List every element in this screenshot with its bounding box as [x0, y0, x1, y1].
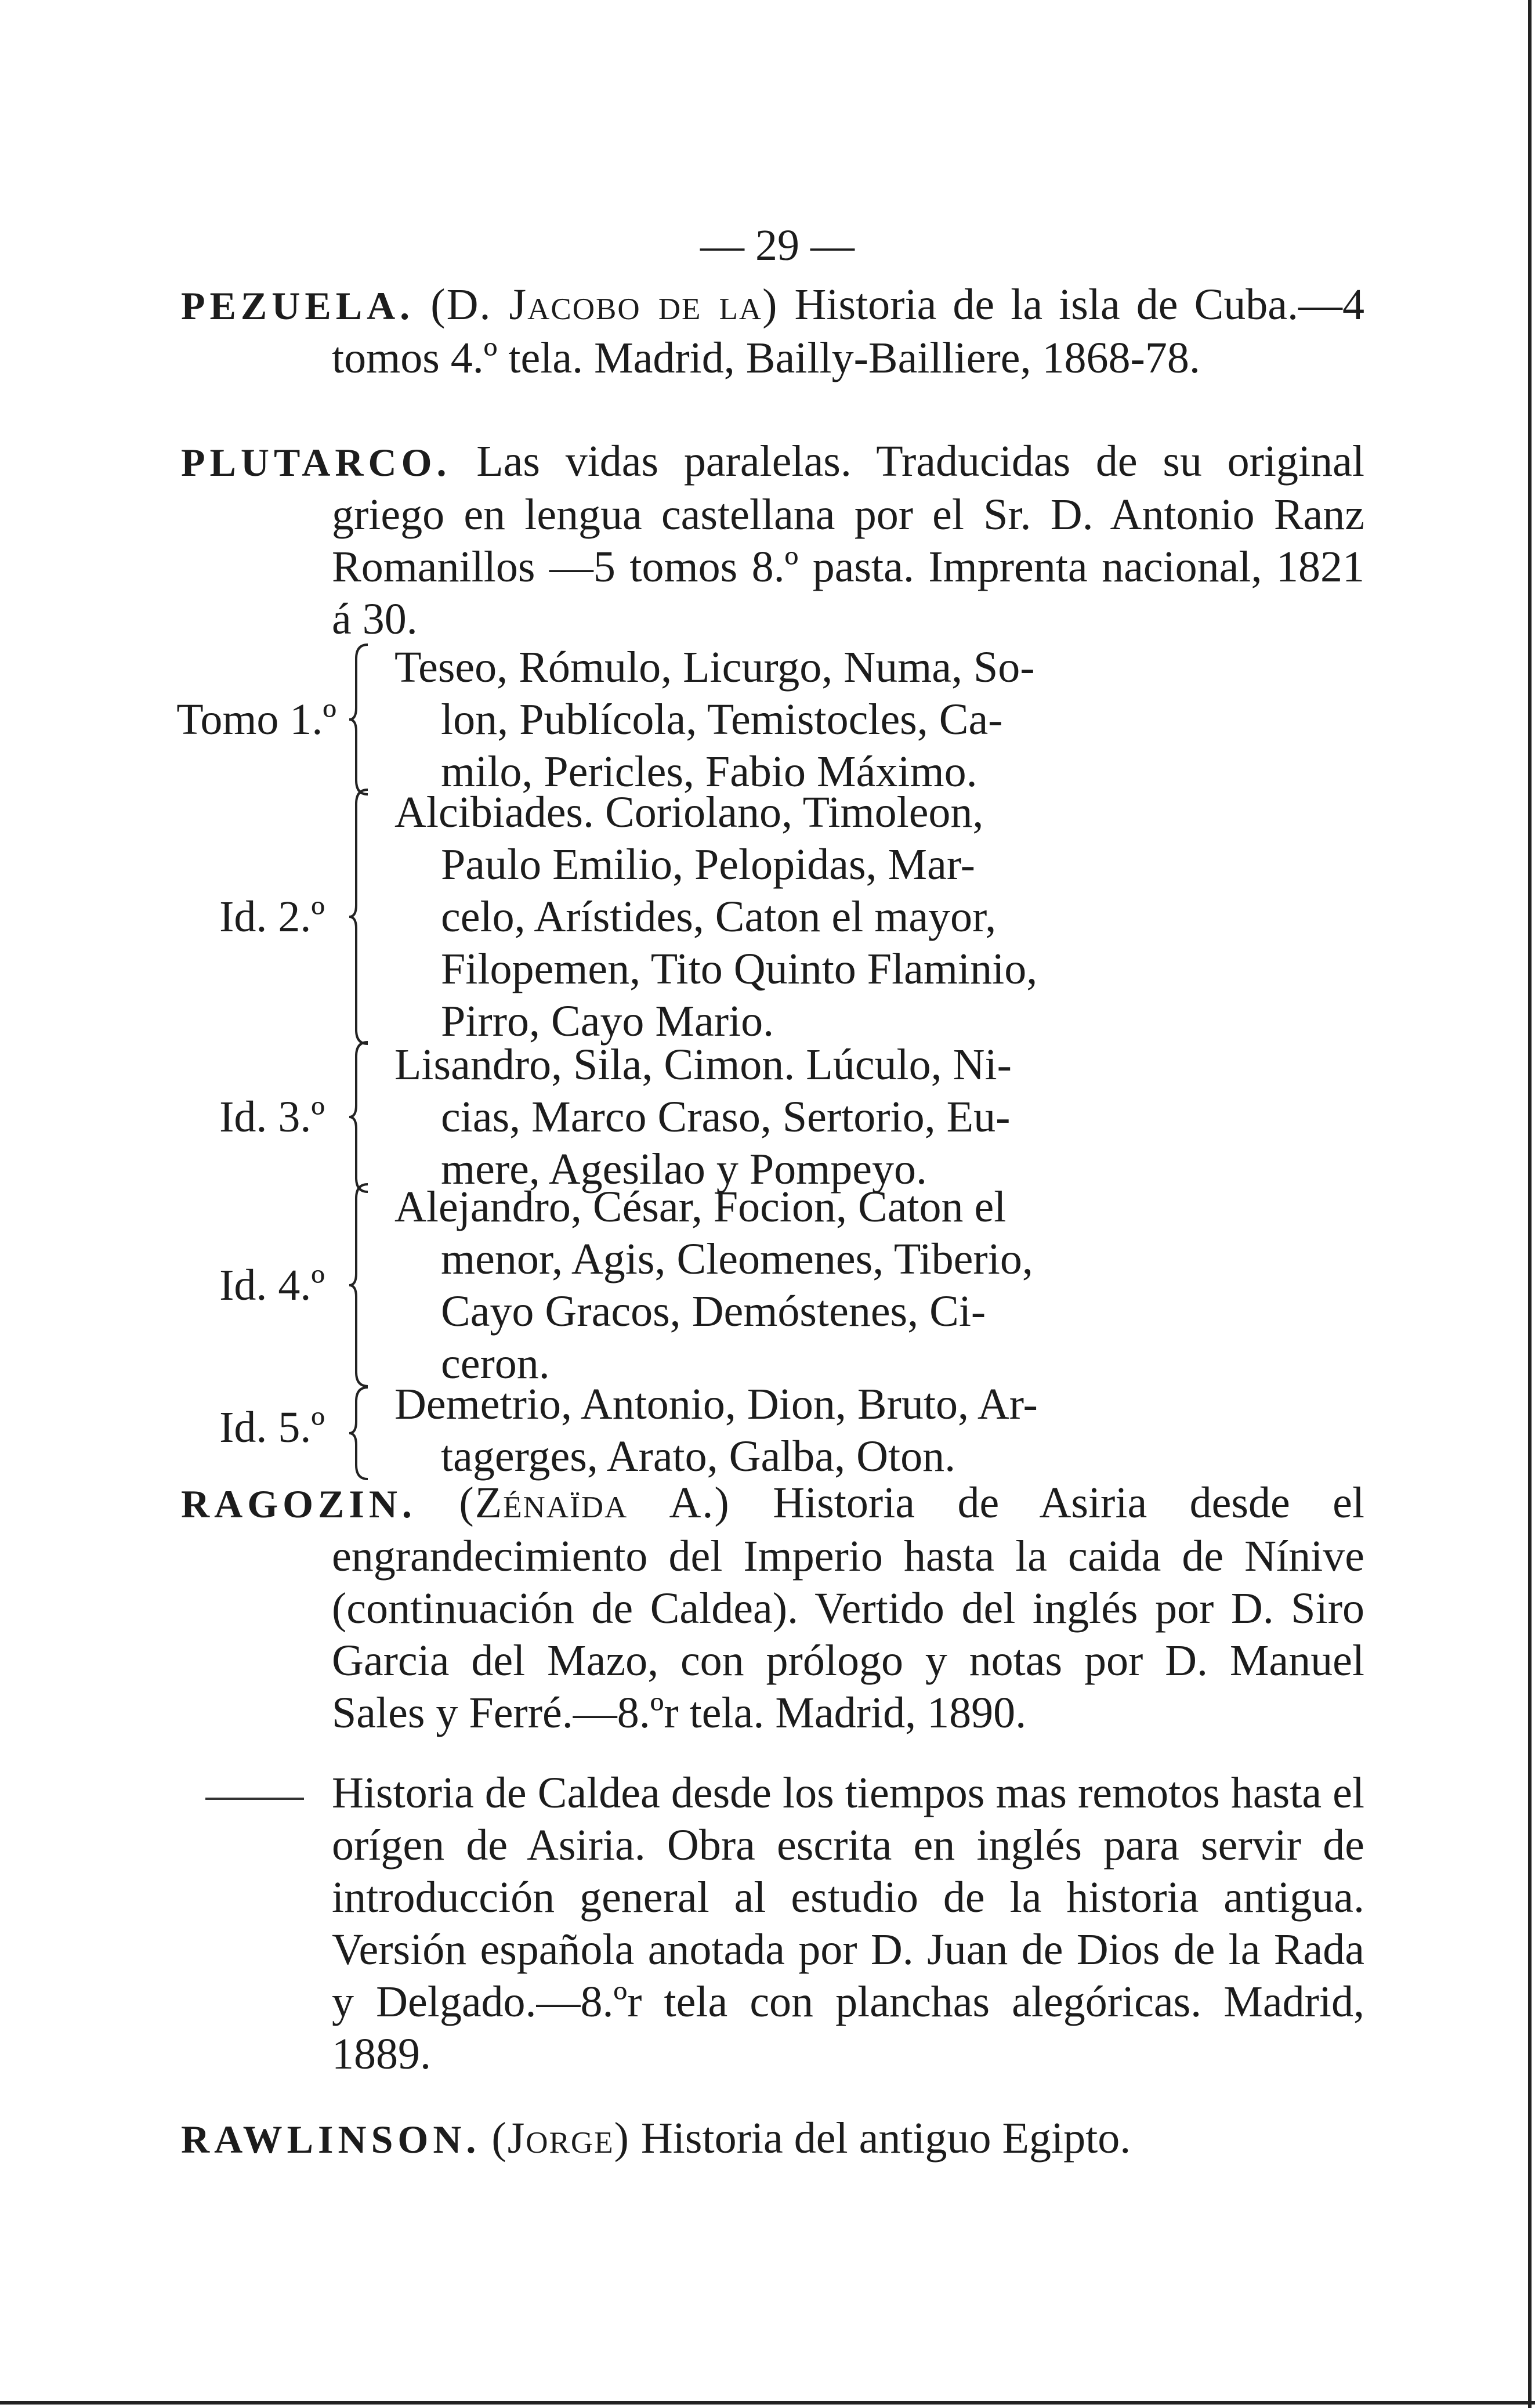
brace-icon [348, 1039, 371, 1195]
page-border-bottom [0, 2401, 1535, 2405]
volume-line: ceron. [441, 1339, 550, 1388]
entry-ragozin [181, 1477, 1364, 1739]
entry-text: Historia de Caldea desde los tiempos mas remotos hasta el orígen de Asiria. Obra escrita en inglés para servir de introducción general al estudio de la historia antigua. Versión española anotada por D. Juan de Dios de la Rada y Delgado.—8.ºr tela con planchas alegóricas. Madrid, 1889. [332, 1769, 1364, 2078]
entry-text: Historia de la isla de Cuba.—4 tomos 4.º tela. Madrid, Bailly-Bailliere, 1868-78. [332, 280, 1364, 382]
page-border-right [1528, 0, 1532, 2408]
volume-line: mere, Agesilao y Pompeyo. [441, 1145, 927, 1194]
brace-icon [348, 1384, 371, 1483]
volume-line: Alejandro, César, Focion, Caton el [394, 1183, 1007, 1231]
volume-line: lon, Publícola, Temistocles, Ca- [441, 695, 1003, 744]
entry-text: Historia de Asiria desde el engrandecimiento del Imperio hasta la caida de Nínive (continuación de Caldea). Vertido del inglés por D. Siro Garcia del Mazo, con prólogo y notas por D. Manuel Sales y Ferré.—8.ºr tela. Madrid, 1890. [332, 1478, 1365, 1737]
volume-line: Lisandro, Sila, Cimon. Lúculo, Ni- [394, 1040, 1012, 1089]
volume-line: Demetrio, Antonio, Dion, Bruto, Ar- [394, 1380, 1038, 1429]
entry-author: (Zénaïda A.) [459, 1478, 730, 1527]
volume-line: celo, Arístides, Caton el mayor, [441, 892, 997, 941]
entry-plutarco [181, 435, 1364, 645]
entry-text: Historia del antiguo Egipto. [640, 2114, 1131, 2163]
entry-author: (D. Jacobo de la) [430, 280, 779, 329]
volume-line: Cayo Gracos, Demóstenes, Ci- [441, 1287, 986, 1336]
brace-icon [348, 786, 371, 1047]
entry-head: PLUTARCO. [181, 440, 451, 485]
ditto-dash [205, 1798, 304, 1800]
volume-label: Id. 4.º [219, 1261, 325, 1310]
volume-label: Id. 2.º [219, 892, 325, 941]
volume-label: Tomo 1.º [176, 695, 336, 744]
entry-head: RAWLINSON. [181, 2117, 481, 2161]
volume-line: Alcibiades. Coriolano, Timoleon, [394, 788, 984, 837]
entry-rawlinson [181, 2112, 1364, 2165]
volume-label: Id. 5.º [219, 1403, 325, 1452]
page-number: — 29 — [700, 221, 855, 270]
entry-text: Las vidas paralelas. Traducidas de su original griego en lengua castellana por el Sr. D. Antonio Ranz Romanillos —5 tomos 8.º pasta. Imprenta nacional, 1821 á 30. [332, 437, 1364, 643]
volume-line: Paulo Emilio, Pelopidas, Mar- [441, 840, 975, 889]
entry-ragozin-2 [332, 1767, 1364, 2080]
entry-author: (Jorge) [491, 2114, 630, 2163]
volume-line: Filopemen, Tito Quinto Flaminio, [441, 945, 1038, 993]
entry-pezuela [181, 279, 1364, 384]
volume-line: Teseo, Rómulo, Licurgo, Numa, So- [394, 643, 1035, 692]
volume-line: cias, Marco Craso, Sertorio, Eu- [441, 1093, 1011, 1141]
volume-line: menor, Agis, Cleomenes, Tiberio, [441, 1235, 1033, 1283]
volume-line: Pirro, Cayo Mario. [441, 997, 774, 1046]
entry-head: RAGOZIN. [181, 1482, 417, 1526]
volume-label: Id. 3.º [219, 1093, 325, 1141]
volume-line: milo, Pericles, Fabio Máximo. [441, 747, 978, 796]
volume-line: tagerges, Arato, Galba, Oton. [441, 1432, 956, 1481]
brace-icon [348, 1181, 371, 1390]
brace-icon [348, 641, 371, 798]
entry-head: PEZUELA. [181, 284, 415, 328]
